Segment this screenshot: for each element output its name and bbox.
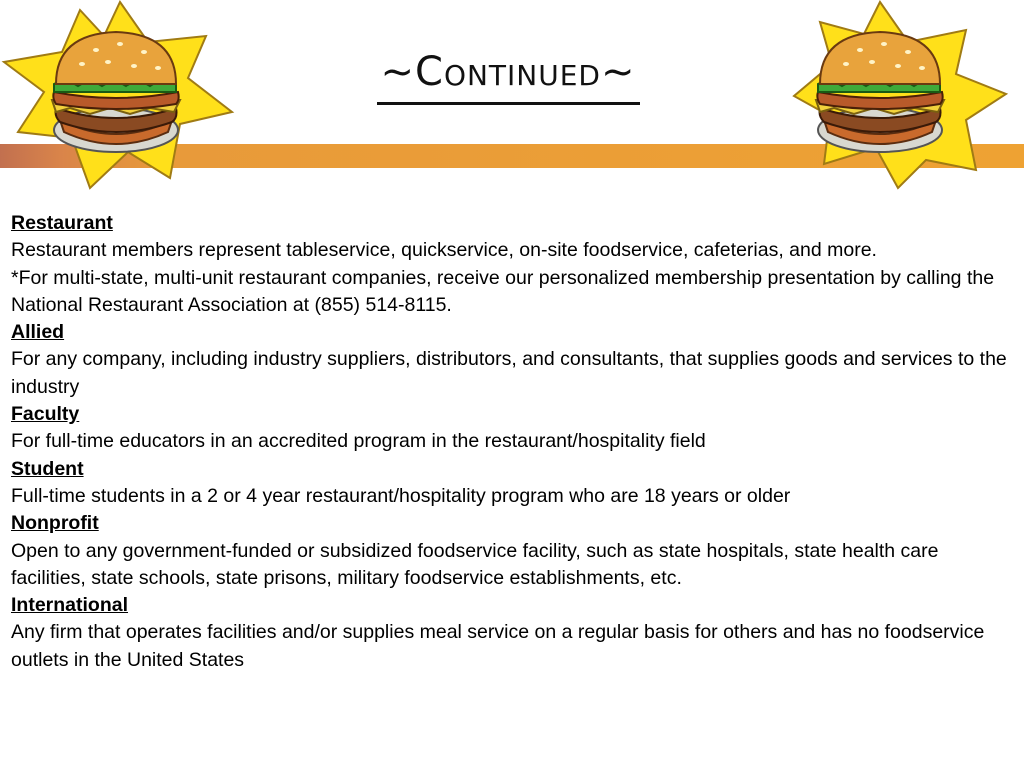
section-heading: International bbox=[11, 594, 129, 617]
section-text: Full-time students in a 2 or 4 year restaurant/hospitality program who are 18 years or older bbox=[11, 484, 791, 507]
section-text: For full-time educators in an accredited program in the restaurant/hospitality field bbox=[11, 430, 706, 453]
section-faculty bbox=[11, 401, 1011, 456]
section-student bbox=[11, 456, 1011, 511]
membership-categories bbox=[11, 210, 1011, 674]
section-text: Any firm that operates facilities and/or supplies meal service on a regular basis for others and has no foodservice outlets in the United States bbox=[11, 621, 985, 671]
section-text: Open to any government-funded or subsidized foodservice facility, such as state hospitals, state health care facilities, state schools, state prisons, military foodservice establishments, etc. bbox=[11, 539, 939, 589]
title-container bbox=[340, 46, 676, 105]
burger-star-icon bbox=[0, 0, 240, 192]
section-heading: Faculty bbox=[11, 403, 80, 426]
section-heading: Student bbox=[11, 457, 84, 480]
section-heading: Restaurant bbox=[11, 212, 113, 234]
section-heading: Nonprofit bbox=[11, 512, 99, 535]
section-restaurant bbox=[11, 210, 1011, 319]
section-text: For any company, including industry suppliers, distributors, and consultants, that supplies goods and services to the industry bbox=[11, 348, 1007, 398]
section-heading: Allied bbox=[11, 321, 65, 344]
section-allied bbox=[11, 319, 1011, 401]
section-nonprofit bbox=[11, 510, 1011, 592]
burger-star-icon bbox=[780, 0, 1020, 192]
section-international bbox=[11, 592, 1011, 674]
slide-title: ~Continued~ bbox=[377, 46, 640, 105]
section-text: Restaurant members represent tableservice, quickservice, on-site foodservice, cafeterias, and more. *For multi-state, multi-unit restaurant companies, receive our personalized membership presentation by calling the National Restaurant Association at (855) 514-8115. bbox=[11, 239, 995, 316]
